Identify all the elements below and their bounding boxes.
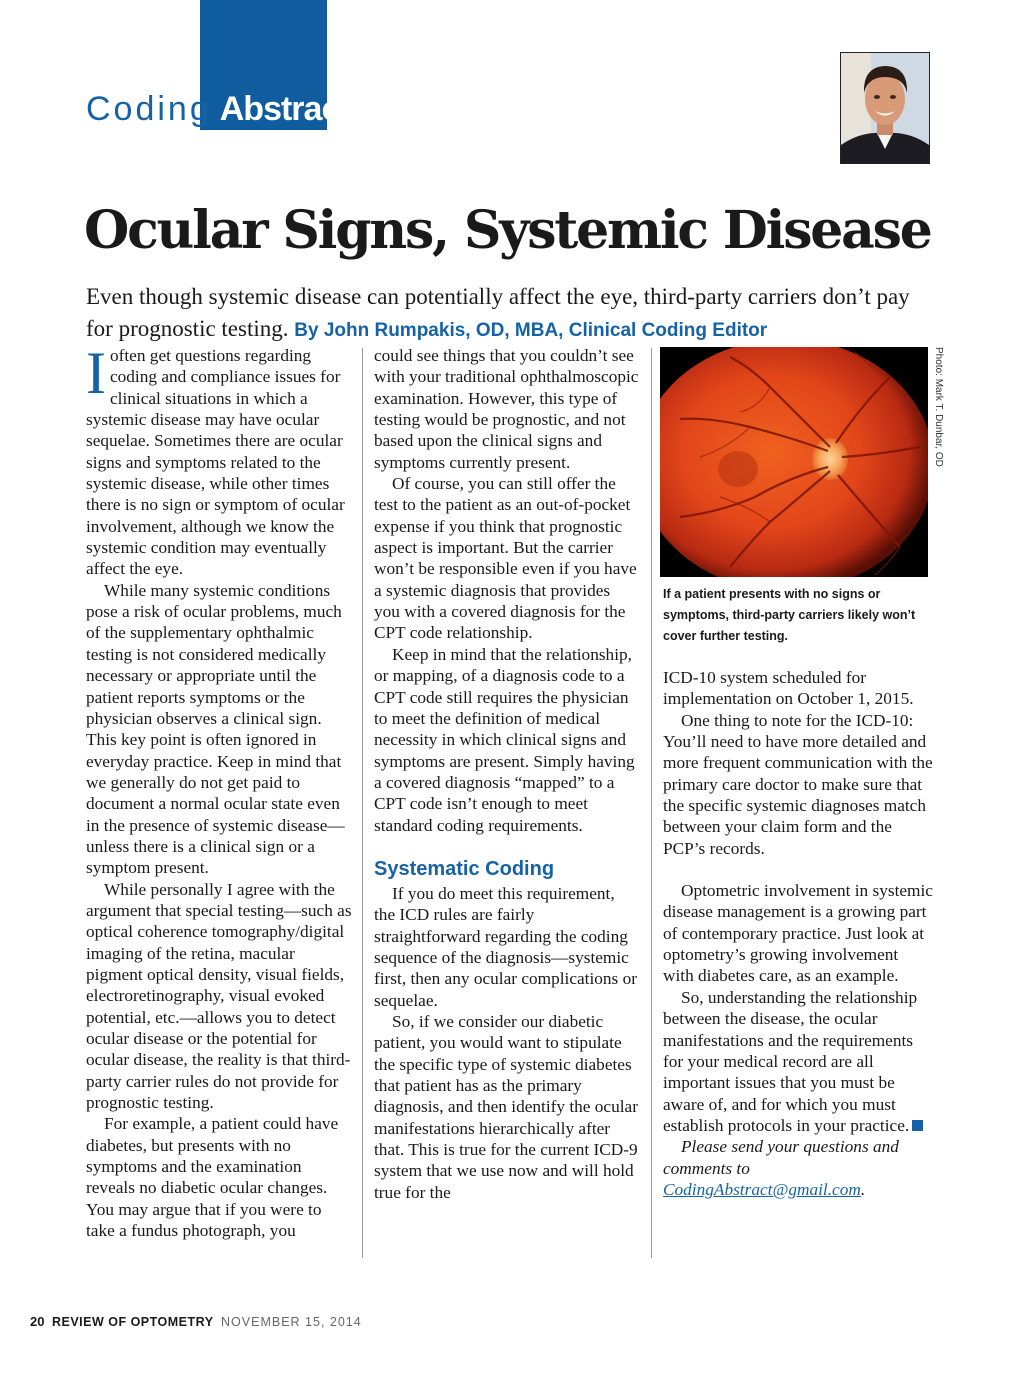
paragraph: Keep in mind that the relationship, or mapping, of a diagnosis code to a CPT code still requires the physician to meet the definition of medical necessity in which clinical signs and symptoms are present. Simply having a covered diagnosis “mapped” to a CPT code isn’t enough to meet standard coding requirements. (374, 644, 635, 835)
paragraph: While many systemic conditions pose a risk of ocular problems, much of the supplementary ophthalmic testing is not considered medically necessary or appropriate until the patient reports symptoms or the physician observes a clinical sign. This key point is often ignored in everyday practice. Keep in mind that we generally do not get paid to document a normal ocular state even in the presence of systemic disease—unless there is a clinical sign or a symptom present. (86, 580, 345, 878)
byline: By John Rumpakis, OD, MBA, Clinical Coding Editor (294, 320, 768, 341)
publication-name: REVIEW OF OPTOMETRY (51, 1315, 214, 1329)
closing-end: . (860, 1179, 866, 1199)
fundus-photo (660, 347, 928, 577)
body-column-2 (374, 345, 640, 1203)
article-deck (86, 281, 936, 347)
closing-text: Please send your questions and comments to (663, 1137, 899, 1178)
section-label-light: Coding (86, 89, 212, 128)
end-mark-icon (912, 1120, 923, 1131)
paragraph: ICD-10 system scheduled for implementation on October 1, 2015. (663, 668, 914, 709)
paragraph (663, 987, 933, 1136)
photo-credit (934, 347, 944, 487)
paragraph (86, 340, 352, 580)
closing-note (663, 1136, 933, 1200)
body-column-3 (663, 667, 933, 1200)
section-label (86, 88, 350, 130)
article-headline: Ocular Signs, Systemic Disease (84, 200, 931, 261)
photo-credit-text: Photo: Mark T. Dunbar, OD (933, 347, 944, 467)
paragraph: One thing to note for the ICD-10: You’ll need to have more detailed and more frequent communication with the primary care doctor to make sure that the specific systemic diagnoses match between your claim form and the PCP’s records. (663, 710, 933, 858)
author-headshot (840, 52, 930, 164)
section-label-bold: Abstract (219, 89, 350, 128)
page-footer (30, 1314, 362, 1329)
page-number: 20 (30, 1314, 45, 1329)
column-divider (362, 348, 363, 1258)
paragraph: While personally I agree with the argument that special testing—such as optical coherence tomography/digital imaging of the retina, macular pigment optical density, visual fields, electroretinography, visual evoked potential, etc.—allows you to detect ocular disease or the potential for ocular disease, the reality is that third-party carrier rules do not provide for prognostic testing. (86, 879, 352, 1113)
paragraph-text: So, understanding the relationship between the disease, the ocular manifestations and the requirements for your medical record are all important issues that you must be aware of, and for which you must establish protocols in your practice. (663, 987, 918, 1135)
body-column-1 (86, 340, 352, 1241)
subheading: Systematic Coding (374, 857, 555, 880)
deck-text: Even though systemic disease can potentially affect the eye, third-party carriers don’t pay for prognostic testing. (86, 284, 910, 341)
photo-caption: If a patient presents with no signs or symptoms, third-party carriers likely won’t cover further testing. (663, 587, 916, 643)
column-divider (651, 348, 652, 1258)
paragraph: For example, a patient could have diabetes, but presents with no symptoms and the examination reveals no diabetic ocular changes. You may argue that if you were to take a fundus photograph, you (86, 1114, 339, 1241)
paragraph: Of course, you can still offer the test to the patient as an out-of-pocket expense if you think that prognostic aspect is important. But the carrier won’t be responsible even if you have a systemic diagnosis that provides you with a covered diagnosis for the CPT code relationship. (374, 474, 637, 643)
email-link[interactable]: CodingAbstract@gmail.com (663, 1179, 861, 1199)
issue-date: NOVEMBER 15, 2014 (221, 1315, 362, 1329)
paragraph: So, if we consider our diabetic patient, you would want to stipulate the specific type of systemic diabetes that patient has as the primary diagnosis, and then identify the ocular manifestations hierarchically after that. This is true for the current ICD-9 system that we use now and will hold true for the (374, 1011, 638, 1202)
paragraph: could see things that you couldn’t see with your traditional ophthalmoscopic examination. However, this type of testing would be prognostic, and not based upon the clinical signs and symptoms currently present. (374, 346, 639, 472)
paragraph: Optometric involvement in systemic disease management is a growing part of contemporary practice. Just look at optometry’s growing involvement with diabetes care, as an example. (663, 881, 933, 986)
paragraph: If you do meet this requirement, the ICD rules are fairly straightforward regarding the coding sequence of the diagnosis—systemic first, then any ocular complications or sequelae. (374, 883, 637, 1010)
paragraph-spacer (663, 859, 933, 880)
drop-cap: I (86, 340, 106, 406)
paragraph-text: often get questions regarding coding and compliance issues for clinical situations in which a systemic disease may have ocular sequelae. Sometimes there are ocular signs and symptoms related to the systemic disease, while other times there is no sign or symptom of ocular involvement, although we know the systemic condition may eventually affect the eye. (86, 346, 345, 579)
